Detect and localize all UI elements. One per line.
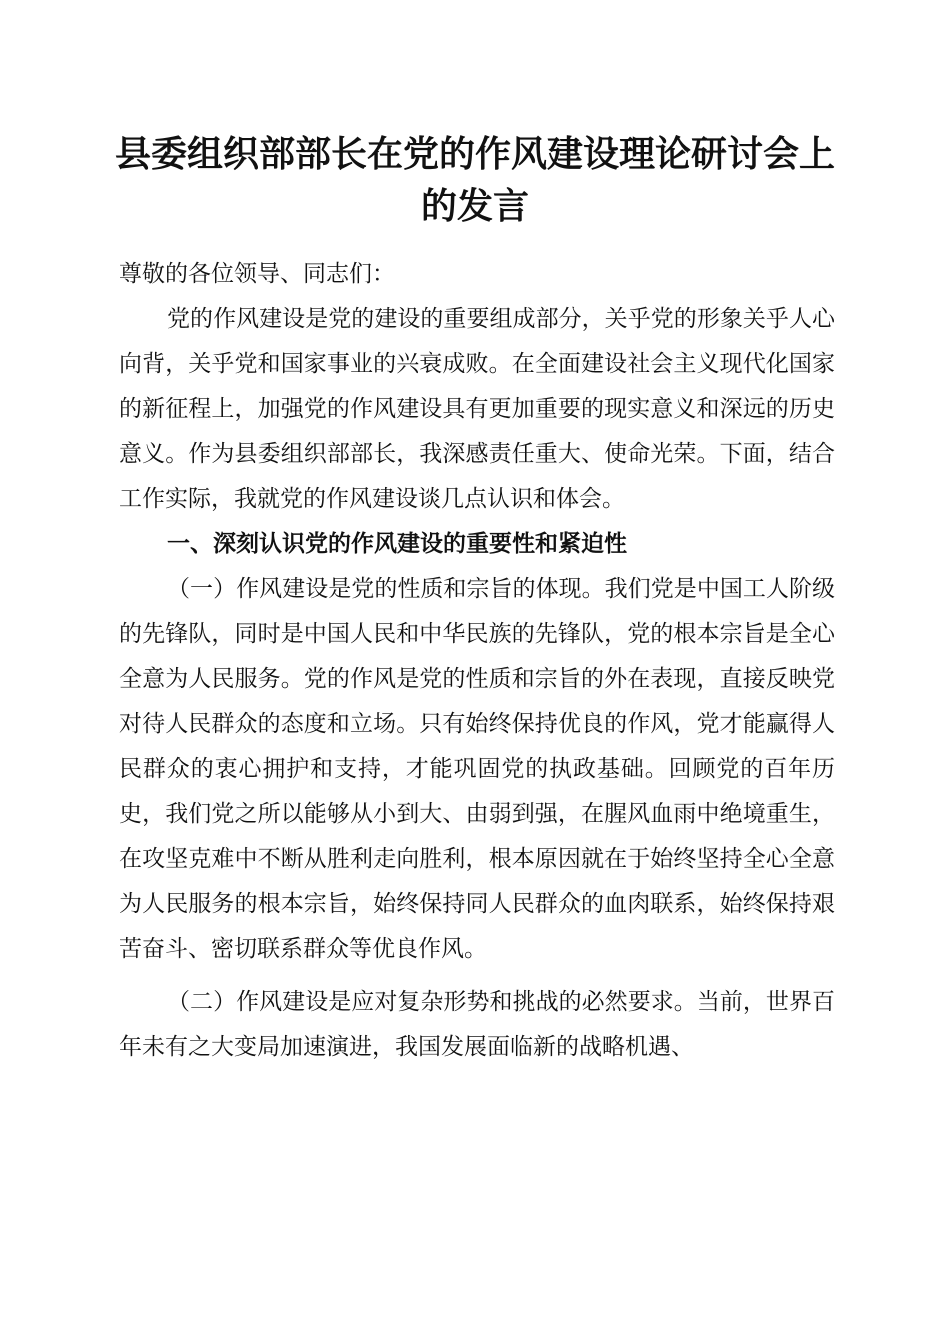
document-title: 县委组织部部长在党的作风建设理论研讨会上的发言 (114, 133, 835, 227)
document-body (119, 252, 835, 1070)
paragraph-2: （二）作风建设是应对复杂形势和挑战的必然要求。当前，世界百年未有之大变局加速演进，我国发展面临新的战略机遇、 (119, 989, 835, 1060)
intro-paragraph: 党的作风建设是党的建设的重要组成部分，关乎党的形象关乎人心向背，关乎党和国家事业的兴衰成败。在全面建设社会主义现代化国家的新征程上，加强党的作风建设具有更加重要的现实意义和深远的历史意义。作为县委组织部部长，我深感责任重大、使命光荣。下面，结合工作实际，我就党的作风建设谈几点认识和体会。 (119, 306, 835, 512)
salutation: 尊敬的各位领导、同志们： (119, 261, 395, 287)
paragraph-1: （一）作风建设是党的性质和宗旨的体现。我们党是中国工人阶级的先锋队，同时是中国人民和中华民族的先锋队，党的根本宗旨是全心全意为人民服务。党的作风是党的性质和宗旨的外在表现，直接反映党对待人民群众的态度和立场。只有始终保持优良的作风，党才能赢得人民群众的衷心拥护和支持，才能巩固党的执政基础。回顾党的百年历史，我们党之所以能够从小到大、由弱到强，在腥风血雨中绝境重生，在攻坚克难中不断从胜利走向胜利，根本原因就在于始终坚持全心全意为人民服务的根本宗旨，始终保持同人民群众的血肉联系，始终保持艰苦奋斗、密切联系群众等优良作风。 (119, 576, 835, 962)
section-heading-1: 一、深刻认识党的作风建设的重要性和紧迫性 (167, 531, 627, 557)
